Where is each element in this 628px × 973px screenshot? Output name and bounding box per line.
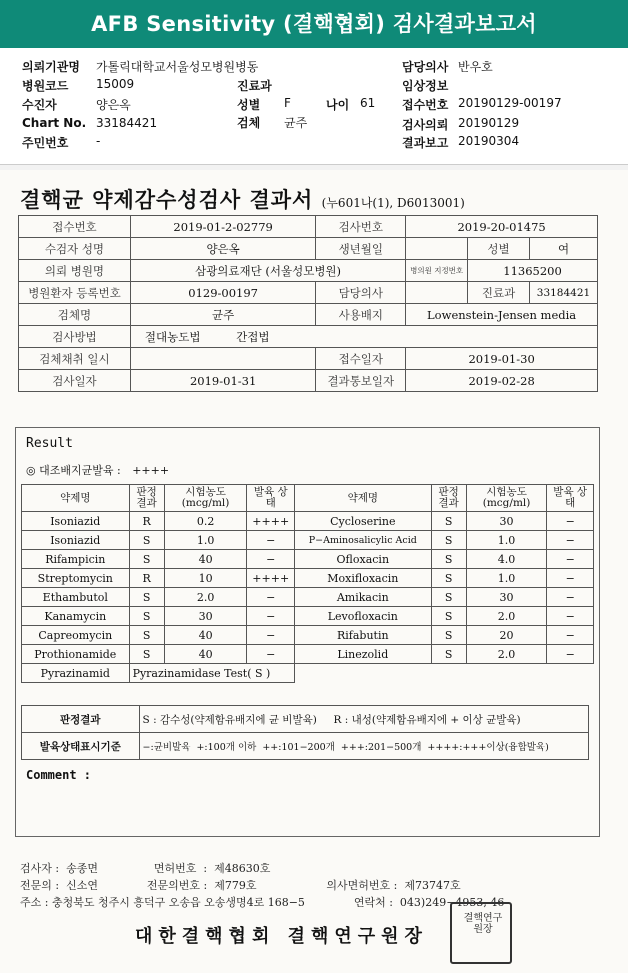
test-no-cell: 2019-20-01475 — [406, 216, 598, 238]
document-title-text: 결핵균 약제감수성검사 결과서 — [20, 187, 314, 212]
control-growth-value: ++++ — [132, 464, 170, 477]
table-header-row — [22, 485, 594, 512]
susceptibility-table — [21, 484, 594, 683]
designation-cell: 11365200 — [468, 260, 598, 282]
drug-name-cell: Prothionamide — [22, 645, 130, 664]
request-date-label: 검사의뢰 — [402, 118, 449, 132]
report-title: AFB Sensitivity (결핵협회) 검사결과보고서 — [91, 12, 537, 36]
receipt-no-cell: 2019-01-2-02779 — [130, 216, 315, 238]
document-title — [20, 184, 465, 214]
legend-growth-label: 발육상태표시기준 — [22, 733, 140, 760]
receipt-no-value: 20190129-00197 — [458, 96, 562, 110]
col-growth-2: 발육 상태 — [547, 485, 594, 512]
seal-text: 결핵연구원장 — [463, 913, 503, 935]
birth-key: 생년월일 — [316, 238, 406, 260]
registration-cell: 0129-00197 — [130, 282, 315, 304]
scanned-report-document — [0, 170, 628, 973]
col-drug-2: 약제명 — [295, 485, 432, 512]
drug-result-cell: S — [431, 569, 466, 588]
age-label: 나이 — [326, 98, 350, 112]
test-no-key: 검사번호 — [316, 216, 406, 238]
drug-growth-cell: − — [247, 607, 295, 626]
drug-growth-cell: ++++ — [247, 512, 295, 531]
drug-growth-cell: ++++ — [247, 569, 295, 588]
drug-result-cell: R — [129, 512, 164, 531]
drug-result-cell: S — [129, 550, 164, 569]
receipt-no-label: 접수번호 — [402, 98, 449, 112]
specimen-info-table — [18, 215, 598, 392]
footer-address-line: 주소 : 충청북도 청주시 흥덕구 오송읍 오송생명4로 168−5 연락처 : 043)249−4953, 46 — [20, 896, 505, 909]
drug-name-cell: Levofloxacin — [295, 607, 432, 626]
table-row — [22, 588, 594, 607]
col-result-2: 판정 결과 — [431, 485, 466, 512]
hospital-code-label: 병원코드 — [22, 79, 69, 93]
table-row — [19, 282, 598, 304]
pza-test: Pyrazinamidase Test( S ) — [129, 664, 294, 683]
drug-conc-cell: 1.0 — [164, 531, 247, 550]
pza-name: Pyrazinamid — [22, 664, 130, 683]
specimen-value: 균주 — [284, 116, 308, 130]
col-result-1: 판정 결과 — [129, 485, 164, 512]
legend-growth-text: −:균비발육 +:100개 이하 ++:101−200개 +++:201−500개 ++++:+++이상(융합발육) — [139, 733, 588, 760]
drug-growth-cell: − — [247, 550, 295, 569]
test-date-key: 검사일자 — [19, 370, 131, 392]
control-growth — [26, 462, 169, 478]
table-row — [22, 607, 594, 626]
collection-key: 검체채취 일시 — [19, 348, 131, 370]
pyrazinamide-row — [22, 664, 594, 683]
drug-name-cell: Isoniazid — [22, 512, 130, 531]
name-cell: 양은옥 — [130, 238, 315, 260]
drug-conc-cell: 30 — [466, 512, 547, 531]
table-row — [22, 733, 589, 760]
drug-growth-cell: − — [547, 626, 594, 645]
drug-conc-cell: 4.0 — [466, 550, 547, 569]
drug-result-cell: R — [129, 569, 164, 588]
drug-rows — [22, 512, 594, 664]
table-row — [22, 512, 594, 531]
doctor-key: 담당의사 — [316, 282, 406, 304]
institution-value: 가톨릭대학교서울성모병원병동 — [96, 60, 259, 74]
report-date-label: 결과보고 — [402, 136, 449, 150]
table-row — [22, 645, 594, 664]
drug-name-cell: Cycloserine — [295, 512, 432, 531]
test-date-cell: 2019-01-31 — [130, 370, 315, 392]
footer-tester-line: 검사자 : 송종면 면허번호 : 제48630호 — [20, 862, 271, 875]
notify-cell: 2019-02-28 — [406, 370, 598, 392]
drug-conc-cell: 40 — [164, 626, 247, 645]
drug-growth-cell: − — [547, 645, 594, 664]
drug-result-cell: S — [129, 645, 164, 664]
method-absolute: 절대농도법 — [144, 329, 201, 344]
drug-name-cell: Ethambutol — [22, 588, 130, 607]
legend-table — [21, 705, 589, 760]
drug-conc-cell: 10 — [164, 569, 247, 588]
hospital-cell: 삼광의료재단 (서울성모병원) — [130, 260, 405, 282]
patient-label: 수진자 — [22, 98, 57, 112]
registration-key: 병원환자 등록번호 — [19, 282, 131, 304]
drug-growth-cell: − — [547, 569, 594, 588]
control-growth-label: ◎ 대조배지균발육 : — [26, 464, 121, 477]
table-row — [22, 531, 594, 550]
sex-label: 성별 — [237, 98, 261, 112]
drug-name-cell: Amikacin — [295, 588, 432, 607]
specimen-label: 검체 — [237, 116, 261, 130]
drug-name-cell: Isoniazid — [22, 531, 130, 550]
method-indirect: 간접법 — [236, 329, 270, 344]
clinical-info-label: 임상정보 — [402, 79, 449, 93]
drug-result-cell: S — [129, 531, 164, 550]
document-code: (누601나(1), D6013001) — [321, 196, 465, 210]
collection-cell — [130, 348, 315, 370]
table-row — [22, 706, 589, 733]
drug-conc-cell: 0.2 — [164, 512, 247, 531]
col-conc-2: 시험농도 (mcg/ml) — [466, 485, 547, 512]
drug-name-cell: Kanamycin — [22, 607, 130, 626]
sex-key: 성별 — [468, 238, 530, 260]
medium-cell: Lowenstein-Jensen media — [406, 304, 598, 326]
method-key: 검사방법 — [19, 326, 131, 348]
medium-key: 사용배지 — [316, 304, 406, 326]
drug-conc-cell: 2.0 — [164, 588, 247, 607]
chart-no-value: 33184421 — [96, 116, 158, 130]
drug-result-cell: S — [431, 512, 466, 531]
specimen-key: 검체명 — [19, 304, 131, 326]
designation-key: 병의원 지정번호 — [406, 260, 468, 282]
legend-judgement-text: S : 감수성(약제함유배지에 균 비발육) R : 내성(약제함유배지에 + 이상 균발육) — [139, 706, 588, 733]
drug-result-cell: S — [129, 626, 164, 645]
table-row — [22, 550, 594, 569]
birth-cell — [406, 238, 468, 260]
drug-growth-cell: − — [247, 588, 295, 607]
drug-conc-cell: 2.0 — [466, 607, 547, 626]
received-cell: 2019-01-30 — [406, 348, 598, 370]
drug-conc-cell: 1.0 — [466, 569, 547, 588]
drug-result-cell: S — [129, 588, 164, 607]
drug-name-cell: Moxifloxacin — [295, 569, 432, 588]
drug-result-cell: S — [431, 550, 466, 569]
drug-result-cell: S — [431, 531, 466, 550]
table-row — [19, 304, 598, 326]
col-conc-1: 시험농도 (mcg/ml) — [164, 485, 247, 512]
department-label: 진료과 — [237, 79, 272, 93]
attending-value: 반우호 — [458, 60, 493, 74]
age-value: 61 — [360, 96, 376, 110]
footer-specialist-line: 전문의 : 신소연 전문의번호 : 제779호 의사면허번호 : 제73747호 — [20, 879, 461, 892]
legend-judgement-label: 판정결과 — [22, 706, 140, 733]
patient-info-panel — [0, 48, 628, 165]
signature-text: 대한결핵협회 결핵연구원장 — [135, 926, 428, 947]
institution-label: 의뢰기관명 — [22, 60, 80, 74]
drug-growth-cell: − — [547, 512, 594, 531]
comment-label: Comment : — [26, 768, 92, 782]
drug-conc-cell: 20 — [466, 626, 547, 645]
drug-result-cell: S — [431, 626, 466, 645]
receipt-no-key: 접수번호 — [19, 216, 131, 238]
attending-label: 담당의사 — [402, 60, 449, 74]
drug-growth-cell: − — [247, 531, 295, 550]
drug-name-cell: Linezolid — [295, 645, 432, 664]
drug-result-cell: S — [431, 645, 466, 664]
chart-no-label: Chart No. — [22, 116, 87, 130]
drug-name-cell: Streptomycin — [22, 569, 130, 588]
drug-conc-cell: 30 — [164, 607, 247, 626]
drug-name-cell: Capreomycin — [22, 626, 130, 645]
drug-conc-cell: 30 — [466, 588, 547, 607]
hospital-code-value: 15009 — [96, 77, 135, 91]
sex-value: F — [284, 96, 291, 110]
specimen-cell: 균주 — [130, 304, 315, 326]
empty-cell — [295, 664, 594, 683]
drug-name-cell: P−Aminosalicylic Acid — [295, 531, 432, 550]
drug-growth-cell: − — [547, 588, 594, 607]
method-cell — [130, 326, 597, 348]
hospital-key: 의뢰 병원명 — [19, 260, 131, 282]
table-row — [19, 326, 598, 348]
dept-cell: 33184421 — [529, 282, 597, 304]
table-row — [19, 260, 598, 282]
table-row — [22, 626, 594, 645]
drug-growth-cell: − — [247, 645, 295, 664]
table-row — [22, 569, 594, 588]
report-date-value: 20190304 — [458, 134, 520, 148]
official-seal — [450, 902, 512, 964]
drug-name-cell: Rifampicin — [22, 550, 130, 569]
drug-growth-cell: − — [247, 626, 295, 645]
drug-conc-cell: 40 — [164, 645, 247, 664]
drug-conc-cell: 2.0 — [466, 645, 547, 664]
rrn-value: - — [96, 134, 101, 148]
table-row — [19, 370, 598, 392]
table-row — [19, 238, 598, 260]
request-date-value: 20190129 — [458, 116, 520, 130]
table-row — [19, 348, 598, 370]
drug-conc-cell: 1.0 — [466, 531, 547, 550]
received-key: 접수일자 — [316, 348, 406, 370]
notify-key: 결과통보일자 — [316, 370, 406, 392]
table-row — [19, 216, 598, 238]
drug-growth-cell: − — [547, 607, 594, 626]
sex-cell: 여 — [529, 238, 597, 260]
drug-growth-cell: − — [547, 531, 594, 550]
drug-name-cell: Ofloxacin — [295, 550, 432, 569]
name-key: 수검자 성명 — [19, 238, 131, 260]
doctor-cell — [406, 282, 468, 304]
drug-result-cell: S — [431, 607, 466, 626]
drug-result-cell: S — [431, 588, 466, 607]
result-section — [15, 427, 600, 837]
dept-key: 진료과 — [468, 282, 530, 304]
drug-growth-cell: − — [547, 550, 594, 569]
drug-conc-cell: 40 — [164, 550, 247, 569]
drug-result-cell: S — [129, 607, 164, 626]
drug-name-cell: Rifabutin — [295, 626, 432, 645]
col-drug-1: 약제명 — [22, 485, 130, 512]
report-title-bar — [0, 0, 628, 48]
result-heading: Result — [26, 436, 73, 451]
rrn-label: 주민번호 — [22, 136, 69, 150]
patient-value: 양은옥 — [96, 98, 131, 112]
col-growth-1: 발육 상태 — [247, 485, 295, 512]
